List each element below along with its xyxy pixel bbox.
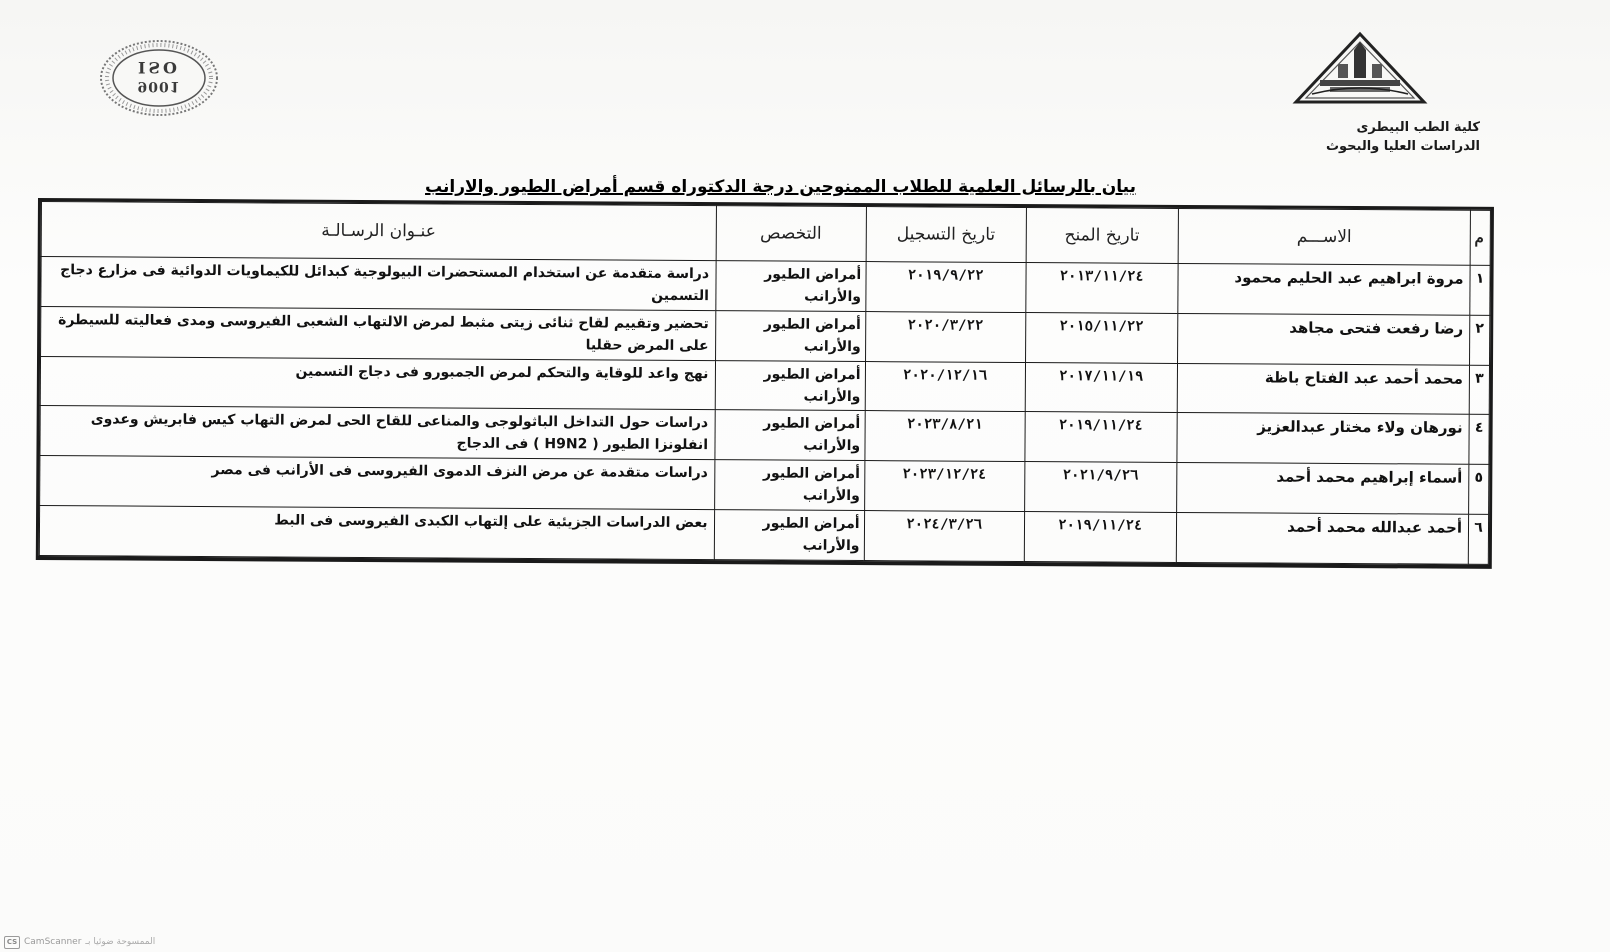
faculty-logo-icon <box>1290 30 1430 110</box>
thesis-title: دراسة متقدمة عن استخدام المستحضرات البيولوجية كبدائل للكيماويات الدوائية فى مزارع دجاج التسمين <box>41 257 716 311</box>
column-header-thesis-title: عنـوان الرسـالـة <box>41 202 716 261</box>
column-header-specialization: التخصص <box>716 206 866 262</box>
column-header-registration-date: تاريخ التسجيل <box>866 207 1026 263</box>
table-row <box>40 456 1489 515</box>
faculty-header <box>1288 118 1480 156</box>
table-row <box>41 257 1490 316</box>
department-name: الدراسات العليا والبحوث <box>1325 139 1480 154</box>
row-index: ٤ <box>1469 415 1489 465</box>
thesis-title: نهج واعد للوقاية والتحكم لمرض الجمبورو فى دجاج التسمين <box>40 356 715 410</box>
column-header-grant-date: تاريخ المنح <box>1026 208 1178 264</box>
row-index: ١ <box>1470 265 1490 315</box>
scanner-note: الممسوحة ضوئيا بـ <box>85 937 156 947</box>
registration-date: ٢٠٢٣/١٢/٢٤ <box>864 461 1024 512</box>
grant-date: ٢٠١٩/١١/٢٤ <box>1024 512 1176 563</box>
iso-seal-number: 9001 <box>137 78 181 94</box>
grant-date: ٢٠١٥/١١/٢٢ <box>1025 312 1177 363</box>
thesis-title: دراسات متقدمة عن مرض النزف الدموى الفيروسى فى الأرانب فى مصر <box>40 456 715 510</box>
grant-date: ٢٠١٩/١١/٢٤ <box>1025 412 1177 463</box>
grant-date: ٢٠١٣/١١/٢٤ <box>1026 263 1178 314</box>
document-title: بيان بالرسائل العلمية للطلاب الممنوحين درجة الدكتوراه قسم أمراض الطيور والارانب <box>425 177 1136 197</box>
row-index: ٥ <box>1469 465 1489 515</box>
thesis-title: تحضير وتقييم لقاح ثنائى زيتى مثبط لمرض الالتهاب الشعبى الفيروسى ومدى فعاليته للسيطرة على المرض حقليا <box>41 306 716 360</box>
specialization: أمراض الطيور والأرانب <box>714 410 864 461</box>
student-name: أحمد عبدالله محمد أحمد <box>1176 513 1468 565</box>
table-row <box>41 306 1490 365</box>
iso-seal-icon <box>98 38 220 118</box>
column-header-name: الاســـم <box>1178 208 1471 265</box>
table-row <box>40 406 1489 465</box>
thesis-title: دراسات حول التداخل الباثولوجى والمناعى للقاح الحى لمرض التهاب كيس فابريش وعدوى انفلونزا الطيور ( H9N2 ) فى الدجاج <box>40 406 715 460</box>
student-name: نورهان ولاء مختار عبدالعزيز <box>1177 413 1469 465</box>
registration-date: ٢٠٢٠/٣/٢٢ <box>865 311 1025 362</box>
registration-date: ٢٠١٩/٩/٢٢ <box>865 262 1025 313</box>
grant-date: ٢٠١٧/١١/١٩ <box>1025 362 1177 413</box>
student-name: محمد أحمد عبد الفتاح باظة <box>1177 363 1469 415</box>
faculty-name: كلية الطب البيطرى <box>1356 120 1480 135</box>
column-header-index: م <box>1470 210 1490 265</box>
theses-table <box>36 198 1494 569</box>
grant-date: ٢٠٢١/٩/٢٦ <box>1024 462 1176 513</box>
registration-date: ٢٠٢٠/١٢/١٦ <box>865 361 1025 412</box>
student-name: مروة ابراهيم عبد الحليم محمود <box>1178 263 1470 315</box>
iso-seal-label: ISO <box>138 58 180 77</box>
specialization: أمراض الطيور والأرانب <box>715 360 865 411</box>
specialization: أمراض الطيور والأرانب <box>715 310 865 361</box>
registration-date: ٢٠٢٤/٣/٢٦ <box>864 511 1024 562</box>
table-row <box>40 356 1489 415</box>
specialization: أمراض الطيور والأرانب <box>715 261 865 312</box>
table-row <box>39 506 1488 565</box>
thesis-title: بعض الدراسات الجزيئية على إلتهاب الكبدى الفيروسى فى البط <box>39 506 714 560</box>
theses-table-grid <box>39 201 1491 565</box>
row-index: ٢ <box>1470 315 1490 365</box>
registration-date: ٢٠٢٣/٨/٢١ <box>865 411 1025 462</box>
camscanner-icon: CS <box>4 936 20 949</box>
scanner-watermark <box>4 934 155 950</box>
student-name: رضا رفعت فتحى مجاهد <box>1177 313 1469 365</box>
student-name: أسماء إبراهيم محمد أحمد <box>1176 463 1468 515</box>
specialization: أمراض الطيور والأرانب <box>714 510 864 561</box>
table-header-row <box>41 202 1490 266</box>
scanner-app-name: CamScanner <box>24 937 82 947</box>
row-index: ٦ <box>1468 514 1488 564</box>
row-index: ٣ <box>1469 365 1489 415</box>
specialization: أمراض الطيور والأرانب <box>714 460 864 511</box>
